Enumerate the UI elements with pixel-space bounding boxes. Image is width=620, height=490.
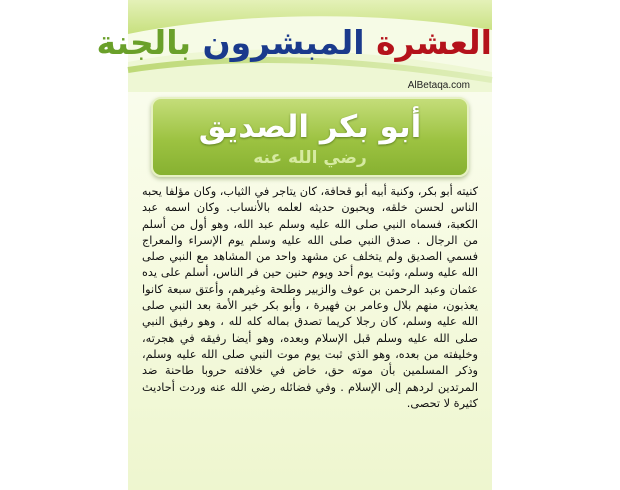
title-word-2: المبشرون [202,23,365,62]
companion-name: أبو بكر الصديق [198,109,422,145]
honorific: رضي الله عنه [253,148,367,168]
title-word-1: العشرة [376,23,492,62]
site-watermark: AlBetaqa.com [407,80,470,91]
biography-text: كنيته أبو بكر، وكنية أبيه أبو قحافة، كان يتاجر في الثياب، وكان مؤلفا يحبه الناس لحسن خلقه، ويحبون حديثه لعلمه بالأنساب. وكان اسمه عبد الكعبة، فسماه النبي صلى الله عليه وسلم عبد الله، وهو أول من أسلم من الرجال . صدق النبي صلى الله عليه وسلم يوم الإسراء والمعراج فسمي الصديق ولم يتخلف عن مشهد واحد من المشاهد مع النبي صلى الله عليه وسلم، وثبت يوم أحد ويوم حنين حين فر الناس، أسلم على يده عثمان وعبد الرحمن بن عوف والزبير وطلحة وغيرهم، وأعتق سبعة كانوا يعذبون، منهم بلال وعامر بن فهيرة ، وأبو بكر خير الأمة بعد النبي صلى الله عليه وسلم، كان رجلا كريما تصدق بماله كله لله ، وهو رفيق النبي صلى الله عليه وسلم قبل الإسلام وبعده، وهو أيضا رفيقه في هجرته، وخليفته من بعده، وهو الذي ثبت يوم موت النبي صلى الله عليه وسلم، وذكر المسلمين بأن موته حق، خاض في خلافته حروبا طاحنة ضد المرتدين لردهم إلى الإسلام . وفي فضائله رضي الله عنه وردت أحاديث كثيرة لا تحصى. [142,185,478,410]
name-banner [151,97,469,177]
title-word-3: بالجنة [96,23,191,62]
card [96,0,492,490]
card-header-title [96,18,492,68]
